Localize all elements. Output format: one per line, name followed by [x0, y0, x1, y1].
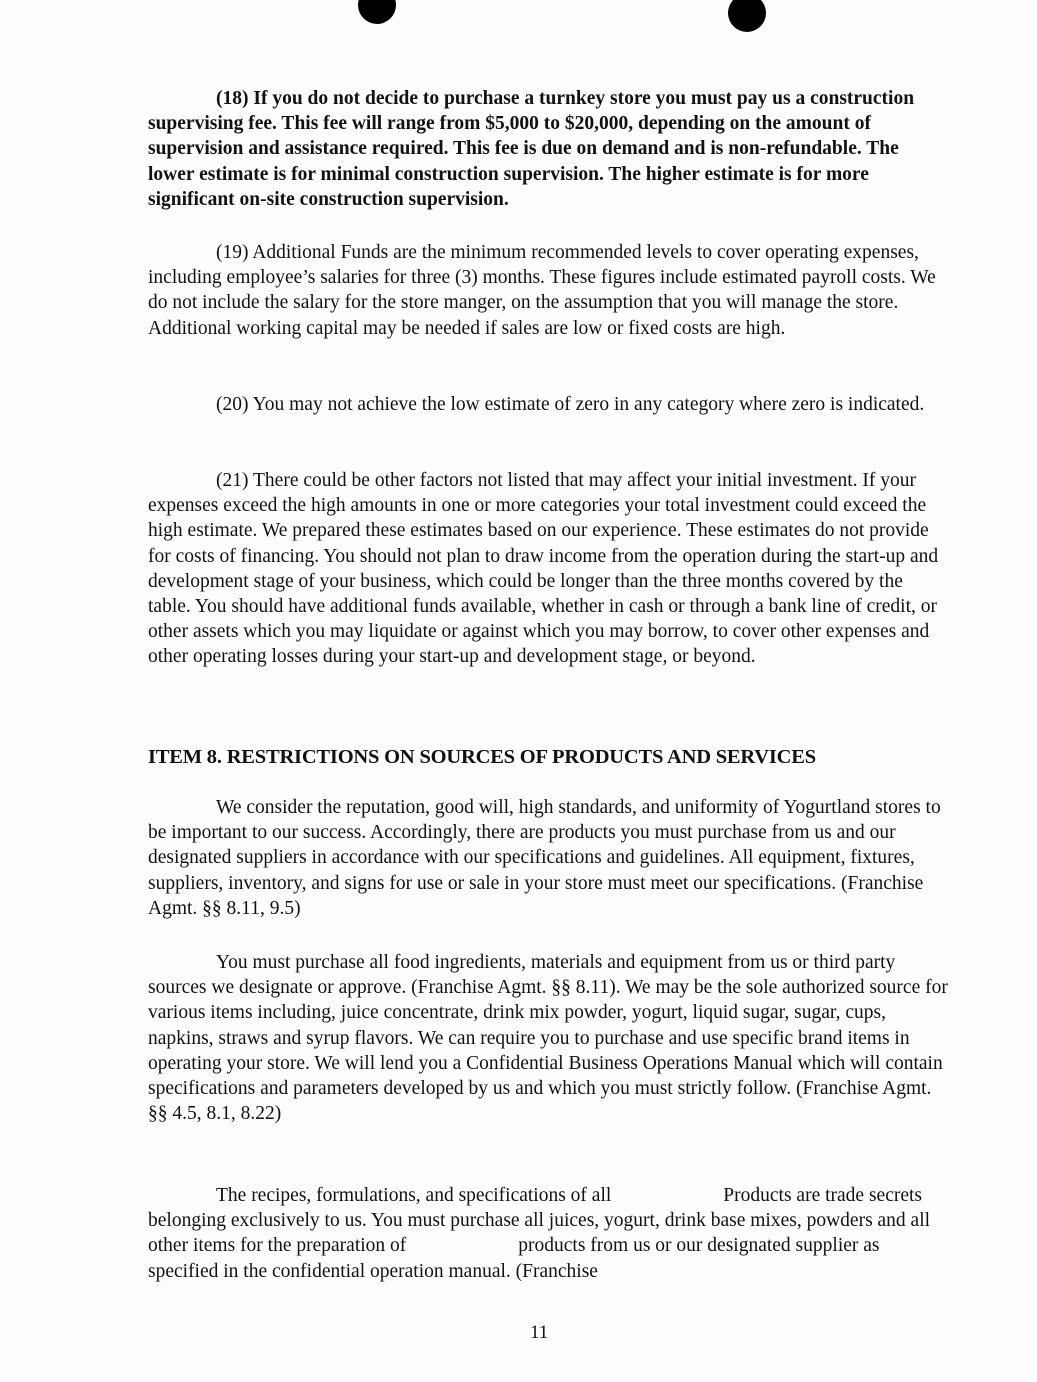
note-18-text: (18) If you do not decide to purchase a turnkey store you must pay us a construction supervising fee. This fee will range from $5,000 to $20,000, depending on the amount of supervision and assistance required. This fee is due on demand and is non-refundable. The lower estimate is for minimal construction supervision. The higher estimate is for more significant on-site construction supervision.: [148, 88, 915, 210]
note-21: [148, 468, 948, 670]
item-8-para-2: [148, 950, 948, 1126]
item-8-para-3: [148, 1183, 948, 1284]
item-8-para-1-text: We consider the reputation, good will, high standards, and uniformity of Yogurtland stores to be important to our success. Accordingly, there are products you must purchase from us and our designated suppliers in accordance with our specifications and guidelines. All equipment, fixtures, suppliers, inventory, and signs for use or sale in your store must meet our specifications. (Franchise Agmt. §§ 8.11, 9.5): [148, 797, 941, 919]
note-19: [148, 240, 948, 341]
item-8-para-2-text: You must purchase all food ingredients, materials and equipment from us or third party sources we designate or approve. (Franchise Agmt. §§ 8.11). We may be the sole authorized source for various items including, juice concentrate, drink mix powder, yogurt, liquid sugar, sugar, cups, napkins, straws and syrup flavors. We can require you to purchase and use specific brand items in operating your store. We will lend you a Confidential Business Operations Manual which will contain specifications and parameters developed by us and which you must strictly follow. (Franchise Agmt. §§ 4.5, 8.1, 8.22): [148, 952, 948, 1125]
binder-hole: [358, 0, 396, 24]
binder-hole: [728, 0, 766, 32]
page-number: 11: [530, 1322, 549, 1343]
para-3-part-a: The recipes, formulations, and specifications of all: [216, 1185, 612, 1206]
item-8-para-3-text: [148, 1183, 948, 1284]
note-18: [148, 86, 948, 212]
note-21-text: (21) There could be other factors not listed that may affect your initial investment. If your expenses exceed the high amounts in one or more categories your total investment could exceed the high estimate. We prepared these estimates based on our experience. These estimates do not provide for costs of financing. You should not plan to draw income from the operation during the start-up and development stage of your business, which could be longer than the three months covered by the table. You should have additional funds available, whether in cash or through a bank line of credit, or other assets which you may liquidate or against which you may borrow, to cover other expenses and other operating losses during your start-up and development stage, or beyond.: [148, 470, 939, 668]
note-20: [148, 392, 948, 417]
item-8-para-1: [148, 795, 948, 921]
note-19-text: (19) Additional Funds are the minimum recommended levels to cover operating expenses, including employee’s salaries for three (3) months. These figures include estimated payroll costs. We do not include the salary for the store manger, on the assumption that you will manage the store. Additional working capital may be needed if sales are low or fixed costs are high.: [148, 242, 936, 339]
para-3-part-b: Products are trade secrets belonging exclusively to us. You must purchase all juices, yogurt, drink base mixes, powders and all other items for the preparation of: [148, 1185, 931, 1257]
note-20-text: (20) You may not achieve the low estimate of zero in any category where zero is indicated.: [216, 394, 925, 415]
para-3-part-c: products from us or our designated supplier as specified in the confidential operation manual. (Franchise: [148, 1235, 880, 1282]
item-8-heading: ITEM 8. RESTRICTIONS ON SOURCES OF PRODUCTS AND SERVICES: [148, 746, 816, 768]
